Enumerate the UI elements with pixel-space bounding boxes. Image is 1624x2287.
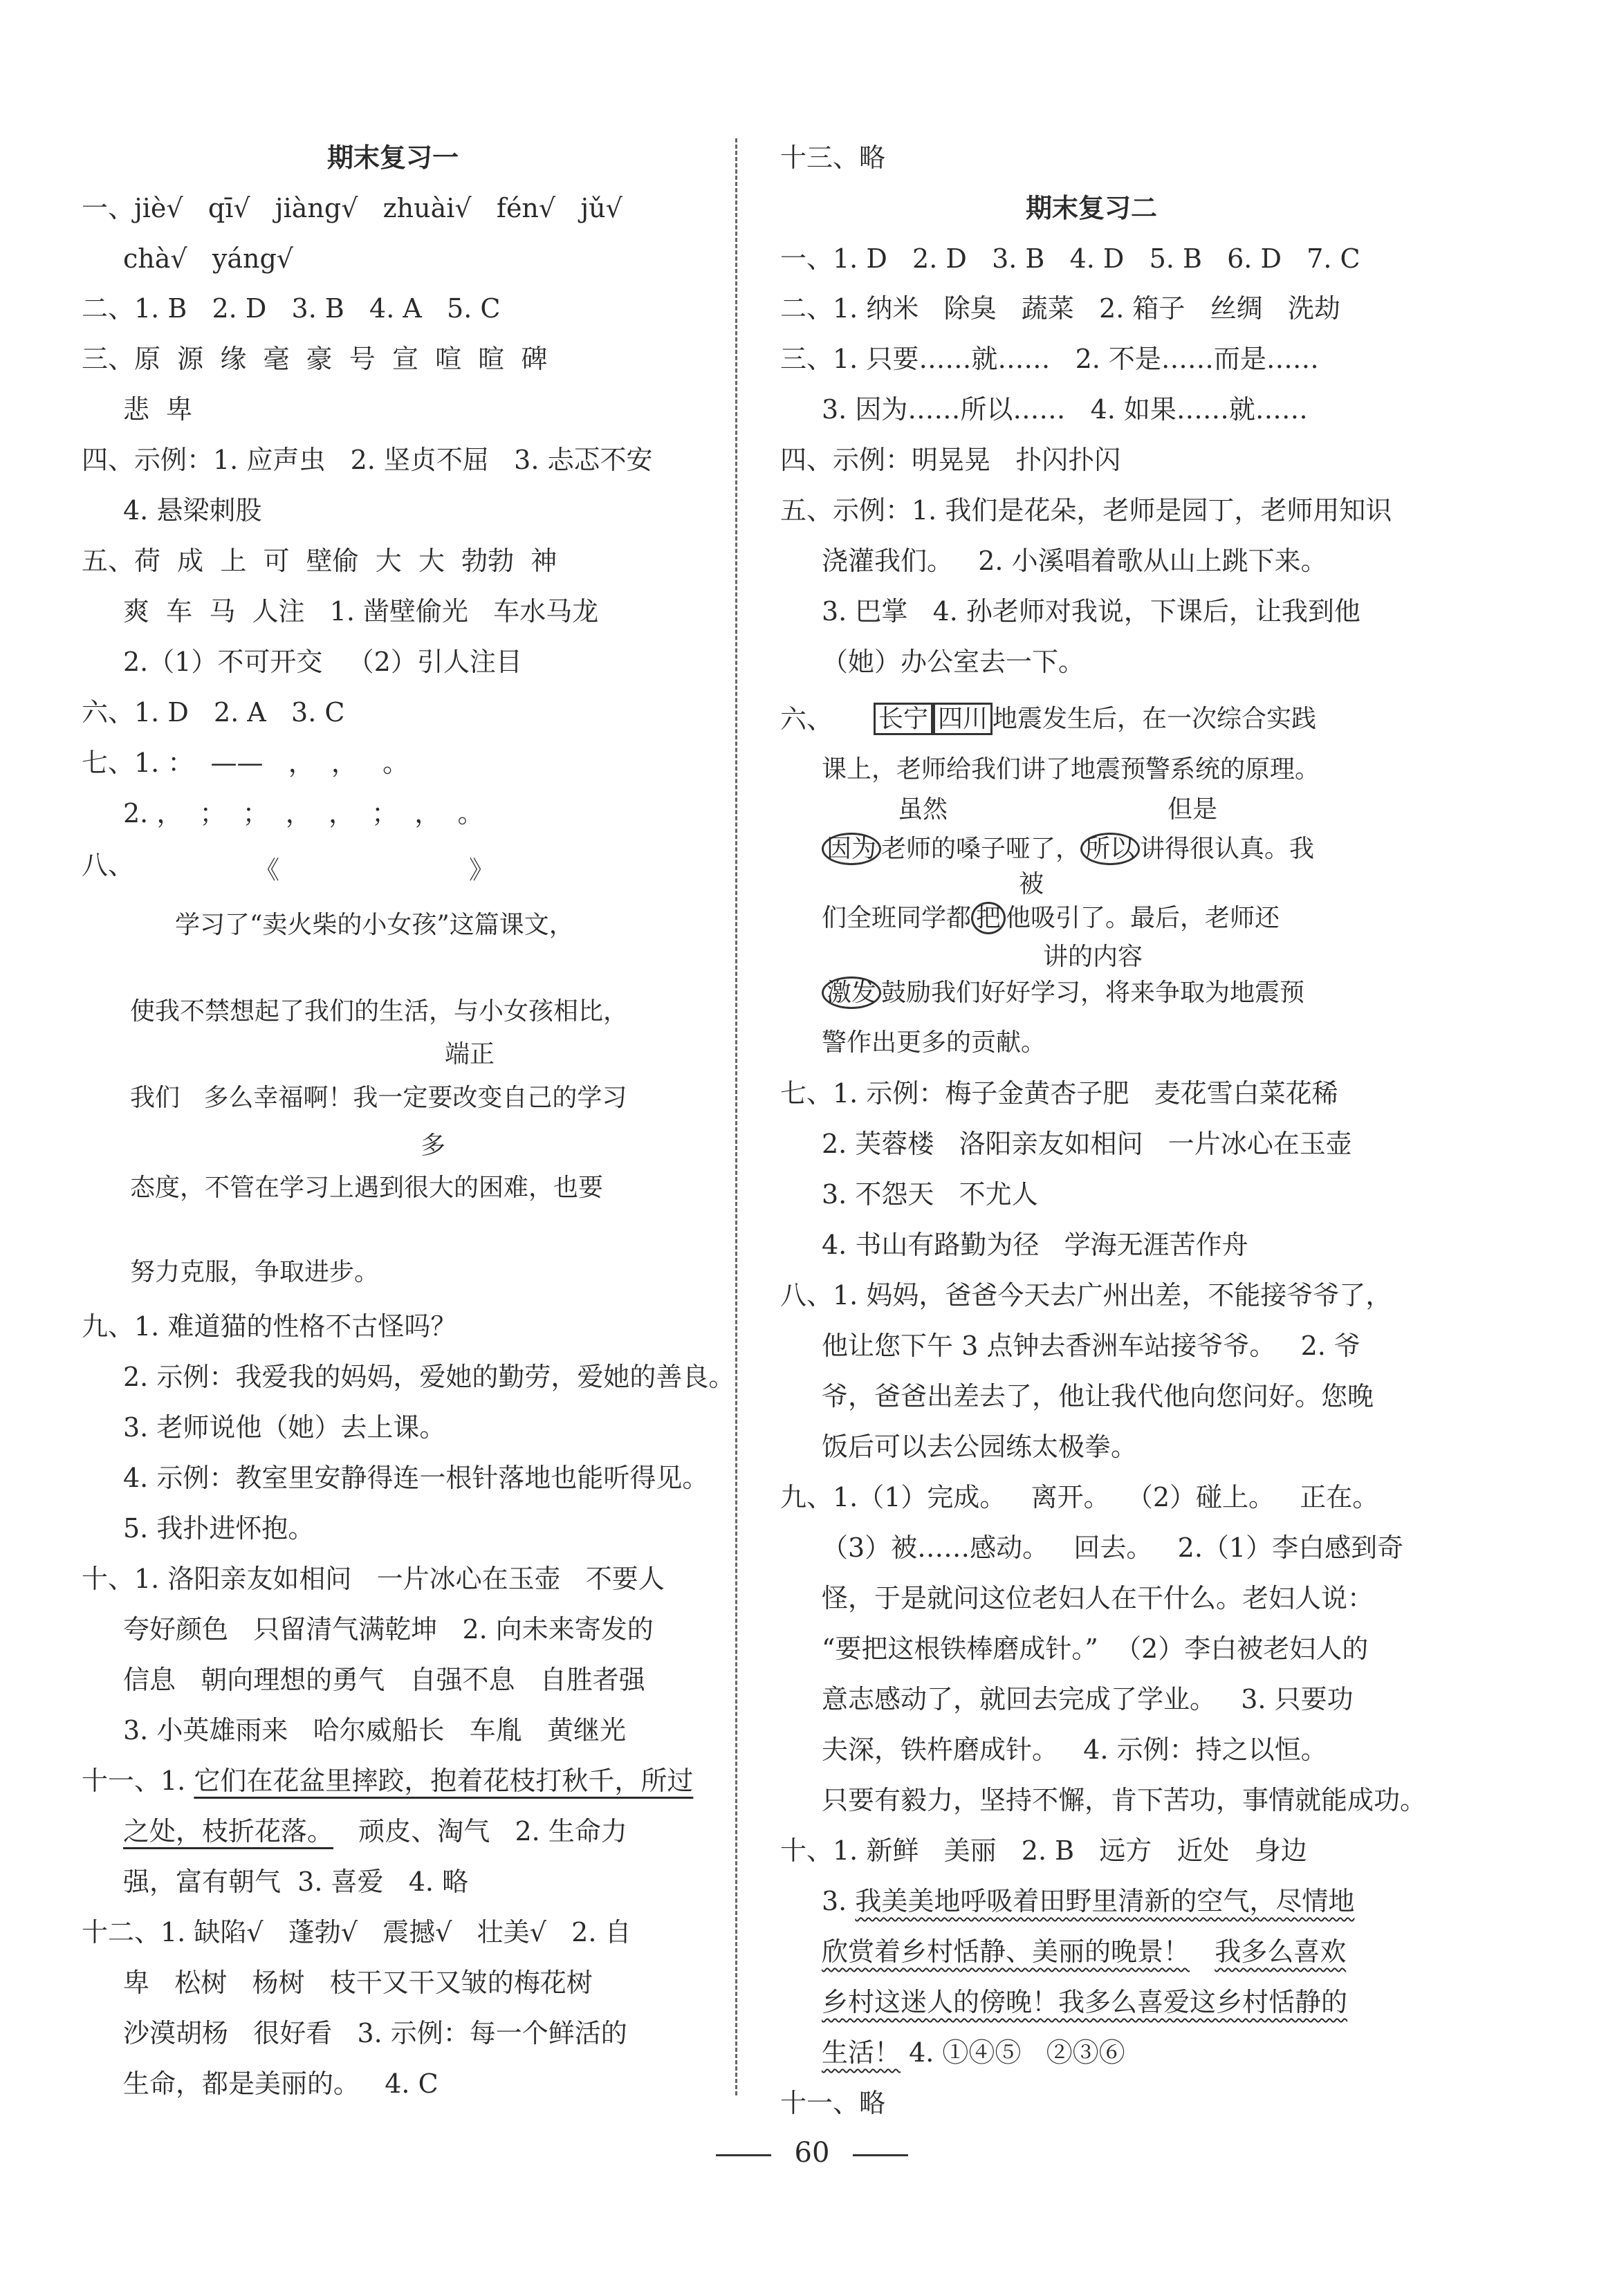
circled-word: 把 <box>971 902 1006 934</box>
correction-mark: 但是 <box>1168 795 1218 824</box>
line-rest: 4. ①④⑤ ②③⑥ <box>901 2037 1125 2068</box>
answer-line: 夸好颜色 只留清气满乾坤 2. 向未来寄发的 <box>123 1614 654 1645</box>
answer-line: 2. 芙蓉楼 洛阳亲友如相问 一片冰心在玉壶 <box>822 1129 1352 1159</box>
answer-line: 五、示例：1. 我们是花朵，老师是园丁，老师用知识 <box>780 495 1392 526</box>
answer-line: 一、1. D 2. D 3. B 4. D 5. B 6. D 7. C <box>780 243 1360 274</box>
correction-mark: 端正 <box>445 1040 495 1068</box>
page-number-dash-left <box>716 2154 771 2156</box>
page-number-value: 60 <box>794 2137 830 2169</box>
circled-word: 激发 <box>822 976 881 1009</box>
answer-line <box>82 1761 693 1800</box>
underlined-answer: 它们在花盆里摔跤，抱着花枝打秋千，所过 <box>194 1766 694 1796</box>
answer-line: 意志感动了，就回去完成了学业。 3. 只要功 <box>822 1684 1354 1714</box>
answer-line <box>822 1882 1354 1920</box>
correction-mark: 被 <box>1019 870 1044 898</box>
passage-line: 学习了“卖火柴的小女孩”这篇课文， <box>175 911 574 939</box>
passage-line <box>874 700 1316 739</box>
answer-line: 2. ， ； ； ， ， ； ， 。 <box>123 798 484 828</box>
answer-line: 一、jiè√ qī√ jiàng√ zhuài√ fén√ jǔ√ <box>82 193 622 223</box>
answer-line: 4. 悬梁刺股 <box>123 495 262 526</box>
wavy-underlined-answer: 我美美地呼吸着田野里清新的空气，尽情地 <box>855 1886 1355 1916</box>
passage-line: 使我不禁想起了我们的生活，与小女孩相比， <box>130 997 629 1026</box>
answer-line: 爷，爸爸出差去了，他让我代他向您问好。您晚 <box>822 1381 1374 1411</box>
answer-line: 3. 因为……所以…… 4. 如果……就…… <box>822 394 1308 425</box>
page-number-dash-right <box>853 2154 908 2156</box>
answer-line: 只要有毅力，坚持不懈，肯下苦功，事情就能成功。 <box>822 1785 1427 1815</box>
boxed-word: 四川 <box>933 703 993 735</box>
answer-line <box>123 1812 627 1851</box>
answer-line: 4. 书山有路勤为径 学海无涯苦作舟 <box>822 1230 1248 1260</box>
passage-line <box>822 899 1280 938</box>
passage-line: 努力克服，争取进步。 <box>130 1258 380 1286</box>
passage-text: 他吸引了。最后，老师还 <box>1006 904 1280 932</box>
answer-line: 3. 巴掌 4. 孙老师对我说，下课后，让我到他 <box>822 596 1360 627</box>
passage-line: 警作出更多的贡献。 <box>822 1028 1046 1057</box>
answer-line: 生命，都是美丽的。 4. C <box>123 2068 439 2099</box>
answer-line: 四、示例：明晃晃 扑闪扑闪 <box>780 445 1121 475</box>
answer-line: 3. 老师说他（她）去上课。 <box>123 1412 446 1443</box>
passage-text: 地震发生后，在一次综合实践 <box>993 705 1317 733</box>
answer-line <box>822 1932 1346 1971</box>
passage-line: 课上，老师给我们讲了地震预警系统的原理。 <box>822 755 1320 784</box>
answer-line <box>822 1983 1347 2021</box>
answer-line: 三、原 源 缘 毫 豪 号 宣 喧 暄 碑 <box>82 344 548 374</box>
correction-mark: 多 <box>421 1131 446 1160</box>
answer-line: 四、示例：1. 应声虫 2. 坚贞不屈 3. 忐忑不安 <box>82 445 653 475</box>
answer-line: chà√ yáng√ <box>123 243 293 274</box>
answer-line: 夫深，铁杵磨成针。 4. 示例：持之以恒。 <box>822 1734 1327 1765</box>
answer-line: 3. 不怨天 不尤人 <box>822 1179 1038 1210</box>
answer-line: 七、1. 示例：梅子金黄杏子肥 麦花雪白菜花稀 <box>780 1078 1338 1109</box>
answer-line: 4. 示例：教室里安静得连一根针落地也能听得见。 <box>123 1463 709 1493</box>
answer-line: 三、1. 只要……就…… 2. 不是……而是…… <box>780 344 1319 374</box>
answer-line: “要把这根铁棒磨成针。” （2）李白被老妇人的 <box>822 1633 1369 1664</box>
line-gap <box>1190 1936 1215 1967</box>
line-rest: 顽皮、淘气 2. 生命力 <box>333 1816 627 1846</box>
answer-line: 九、1. 难道猫的性格不古怪吗？ <box>82 1311 457 1342</box>
answer-line: 卑 松树 杨树 枝干又干又皱的梅花树 <box>123 1967 593 1998</box>
correction-mark: 《 <box>255 856 280 885</box>
answer-line: 十、1. 洛阳亲友如相问 一片冰心在玉壶 不要人 <box>82 1564 665 1594</box>
answer-line: 十一、略 <box>780 2088 886 2118</box>
wavy-underlined-answer: 生活！ <box>822 2037 901 2068</box>
answer-line: 浇灌我们。 2. 小溪唱着歌从山上跳下来。 <box>822 546 1327 576</box>
correction-mark: 》 <box>469 856 495 885</box>
passage-line <box>822 830 1314 869</box>
passage-line <box>822 974 1304 1012</box>
section-title: 期末复习二 <box>1025 193 1157 223</box>
answer-line: 十三、略 <box>780 142 886 173</box>
answer-line: 2. 示例：我爱我的妈妈，爱她的勤劳，爱她的善良。 <box>123 1362 735 1392</box>
answer-line: 二、1. 纳米 除臭 蔬菜 2. 箱子 丝绸 洗劫 <box>780 293 1340 324</box>
answer-line: 十二、1. 缺陷√ 蓬勃√ 震撼√ 壮美√ 2. 自 <box>82 1917 631 1947</box>
answer-line: 八、1. 妈妈，爸爸今天去广州出差，不能接爷爷了， <box>780 1280 1392 1311</box>
underlined-answer: 之处，枝折花落。 <box>123 1816 334 1846</box>
passage-text: 们全班同学都 <box>822 904 972 932</box>
column-divider <box>735 138 737 2095</box>
section-title: 期末复习一 <box>326 142 459 173</box>
answer-line: 六、1. D 2. A 3. C <box>82 697 345 728</box>
answer-line: 悲 卑 <box>123 394 193 425</box>
answer-line: 他让您下午 3 点钟去香洲车站接爷爷。 2. 爷 <box>822 1331 1360 1361</box>
answer-line: 怪，于是就问这位老妇人在干什么。老妇人说： <box>822 1583 1374 1613</box>
wavy-underlined-answer: 欣赏着乡村恬静、美丽的晚景！ <box>822 1936 1190 1967</box>
passage-text: 鼓励我们好好学习，将来争取为地震预 <box>881 979 1305 1007</box>
boxed-word: 长宁 <box>874 703 933 735</box>
passage-text: 讲得很认真。我 <box>1140 835 1315 863</box>
answer-line <box>822 2033 1125 2072</box>
wavy-underlined-answer: 我多么喜欢 <box>1215 1936 1347 1967</box>
answer-line: 3. 小英雄雨来 哈尔威船长 车胤 黄继光 <box>123 1715 627 1746</box>
answer-line: 七、1. ： —— ， ， 。 <box>82 748 409 778</box>
section-label: 八、 <box>82 850 135 880</box>
wavy-underlined-answer: 乡村这迷人的傍晚！我多么喜爱这乡村恬静的 <box>822 1987 1348 2017</box>
answer-line: 二、1. B 2. D 3. B 4. A 5. C <box>82 293 501 324</box>
correction-mark: 虽然 <box>898 795 948 824</box>
circled-word: 因为 <box>822 833 881 865</box>
line-prefix: 十一、1. <box>82 1766 194 1796</box>
answer-line: 十、1. 新鲜 美丽 2. B 远方 近处 身边 <box>780 1835 1307 1866</box>
answer-line: 饭后可以去公园练太极拳。 <box>822 1432 1138 1462</box>
circled-word: 所以 <box>1080 833 1140 865</box>
answer-line: （她）办公室去一下。 <box>822 647 1085 677</box>
passage-text: 老师的嗓子哑了， <box>881 835 1081 863</box>
answer-line: 沙漠胡杨 很好看 3. 示例：每一个鲜活的 <box>123 2018 627 2048</box>
passage-line: 我们 多么幸福啊！我一定要改变自己的学习 <box>130 1084 627 1112</box>
answer-line: 九、1.（1）完成。 离开。 （2）碰上。 正在。 <box>780 1482 1379 1512</box>
answer-line: 五、荷 成 上 可 壁偷 大 大 勃勃 神 <box>82 546 557 576</box>
answer-line: 强，富有朝气 3. 喜爱 4. 略 <box>123 1867 469 1897</box>
answer-line: （3）被……感动。 回去。 2.（1）李白感到奇 <box>822 1533 1404 1563</box>
page-number <box>0 2137 1624 2169</box>
section-label: 六、 <box>780 704 833 734</box>
correction-mark: 讲的内容 <box>1043 943 1143 971</box>
answer-line: 5. 我扑进怀抱。 <box>123 1513 315 1544</box>
answer-line: 爽 车 马 人注 1. 凿壁偷光 车水马龙 <box>123 596 599 627</box>
answer-line: 信息 朝向理想的勇气 自强不息 自胜者强 <box>123 1665 645 1695</box>
line-prefix: 3. <box>822 1886 856 1916</box>
answer-line: 2.（1）不可开交 （2）引人注目 <box>123 647 522 677</box>
passage-line: 态度，不管在学习上遇到很大的困难，也要 <box>130 1174 604 1202</box>
